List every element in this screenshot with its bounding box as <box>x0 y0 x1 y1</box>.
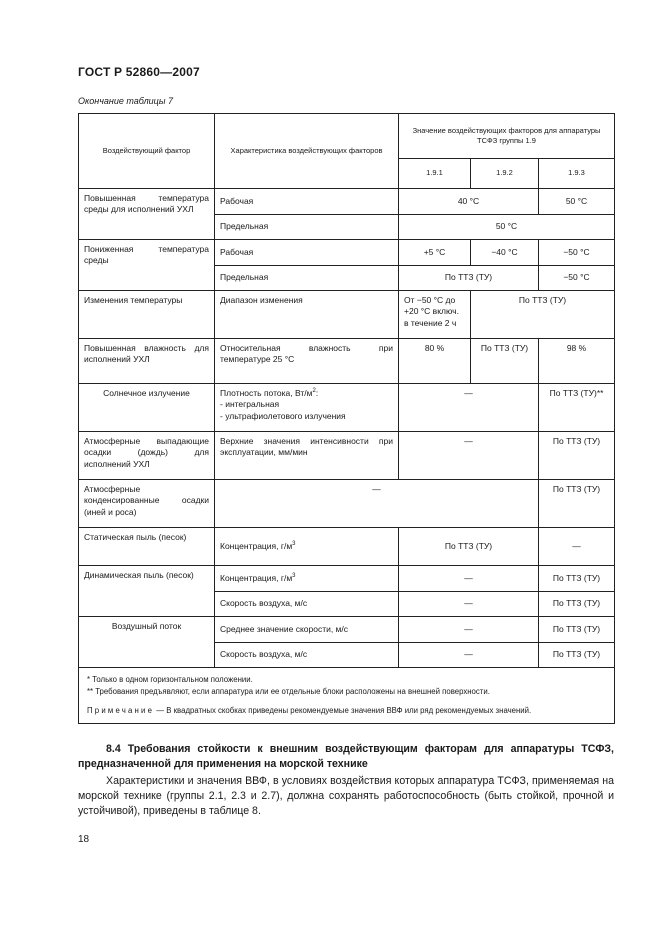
value-cell: 50 °C <box>399 215 615 240</box>
factor-cell: Повышенная температура среды для исполнений УХЛ <box>79 189 215 240</box>
header-values-group: Значение воздействующих факторов для аппаратуры ТСФЗ группы 1.9 <box>399 114 615 159</box>
value-cell: По ТТЗ (ТУ) <box>539 432 615 480</box>
factor-cell: Пониженная температура среды <box>79 240 215 291</box>
table-row <box>79 339 615 384</box>
char-cell: Скорость воздуха, м/с <box>215 643 399 668</box>
char-cell: Предельная <box>215 266 399 291</box>
value-cell: По ТТЗ (ТУ) <box>539 617 615 643</box>
factor-cell: Воздушный поток <box>79 617 215 668</box>
value-cell: 98 % <box>539 339 615 384</box>
factor-cell: Динамическая пыль (песок) <box>79 566 215 617</box>
table-row <box>79 240 615 266</box>
note-label: Примечание <box>87 706 155 716</box>
table-row <box>79 384 615 432</box>
section-8-4 <box>78 742 614 820</box>
value-cell: — <box>539 528 615 566</box>
char-cell: Относительная влажность при температуре 25 °C <box>215 339 399 384</box>
char-cell: Верхние значения интенсивности при эксплуатации, мм/мин <box>215 432 399 480</box>
char-cell: Рабочая <box>215 240 399 266</box>
char-cell <box>215 384 399 432</box>
value-cell: По ТТЗ (ТУ) <box>539 643 615 668</box>
char-text: Концентрация, г/м <box>220 540 293 551</box>
unit-exponent: 3 <box>292 572 296 579</box>
char-cell: Скорость воздуха, м/с <box>215 592 399 617</box>
value-cell: — <box>215 480 539 528</box>
value-cell: — <box>399 432 539 480</box>
table-row <box>79 480 615 528</box>
value-cell: По ТТЗ (ТУ) <box>471 339 539 384</box>
char-cell <box>215 528 399 566</box>
section-heading: 8.4 Требования стойкости к внешним воздействующим факторам для аппаратуры ТСФЗ, предназначенной для применения на морской технике <box>78 743 614 771</box>
page-number: 18 <box>78 834 90 845</box>
value-cell: −40 °C <box>471 240 539 266</box>
table-notes <box>79 668 615 724</box>
factor-cell: Повышенная влажность для исполнений УХЛ <box>79 339 215 384</box>
table-7-continuation <box>78 113 615 724</box>
char-cell: Рабочая <box>215 189 399 215</box>
value-cell: По ТТЗ (ТУ) <box>539 480 615 528</box>
value-cell: −50 °C <box>539 266 615 291</box>
section-body: Характеристики и значения ВВФ, в условиях воздействия которых аппаратура ТСФЗ, применяемая на морской технике (группы 2.1, 2.3 и 2.7), должна сохранять работоспособность (быть стойкой, прочной и устойчивой), приведены в таблице 8. <box>78 774 614 818</box>
note-text: — В квадратных скобках приведены рекомендуемые значения ВВФ или ряд рекомендуемых значений. <box>154 706 532 716</box>
value-cell: — <box>399 384 539 432</box>
header-group-1: 1.9.1 <box>399 159 471 189</box>
value-cell: По ТТЗ (ТУ) <box>539 592 615 617</box>
table-row <box>79 566 615 592</box>
table-row <box>79 432 615 480</box>
value-cell: 40 °C <box>399 189 539 215</box>
value-cell: +5 °C <box>399 240 471 266</box>
char-cell: Предельная <box>215 215 399 240</box>
table-row <box>79 528 615 566</box>
value-cell: — <box>399 592 539 617</box>
value-cell: По ТТЗ (ТУ) <box>399 528 539 566</box>
value-cell: 50 °C <box>539 189 615 215</box>
value-cell: По ТТЗ (ТУ) <box>399 266 539 291</box>
value-cell: 80 % <box>399 339 471 384</box>
char-text-tail: : <box>315 388 319 398</box>
factor-cell: Атмосферные конденсированные осадки (иней и роса) <box>79 480 215 528</box>
factor-cell: Изменения температуры <box>79 291 215 339</box>
char-list-item: - ультрафиолетового излучения <box>220 410 346 421</box>
unit-exponent: 2 <box>312 388 316 395</box>
table-row <box>79 291 615 339</box>
value-cell: От −50 °C до +20 °C включ. в течение 2 ч <box>399 291 471 339</box>
header-characteristic: Характеристика воздействующих факторов <box>215 114 399 189</box>
char-cell: Среднее значение скорости, м/с <box>215 617 399 643</box>
header-group-3: 1.9.3 <box>539 159 615 189</box>
char-list-item: - интегральная <box>220 399 280 410</box>
char-cell <box>215 566 399 592</box>
header-group-2: 1.9.2 <box>471 159 539 189</box>
value-cell: −50 °C <box>539 240 615 266</box>
value-cell: По ТТЗ (ТУ)** <box>539 384 615 432</box>
table-header-row <box>79 114 615 159</box>
factor-cell: Статическая пыль (песок) <box>79 528 215 566</box>
value-cell: — <box>399 617 539 643</box>
table-caption: Окончание таблицы 7 <box>78 96 173 106</box>
char-text: Плотность потока, Вт/м <box>220 388 313 398</box>
factor-cell: Солнечное излучение <box>79 384 215 432</box>
value-cell: По ТТЗ (ТУ) <box>471 291 615 339</box>
unit-exponent: 3 <box>292 540 296 547</box>
table-note <box>87 705 606 717</box>
char-cell: Диапазон изменения <box>215 291 399 339</box>
value-cell: — <box>399 566 539 592</box>
factor-cell: Атмосферные выпадающие осадки (дождь) для исполнений УХЛ <box>79 432 215 480</box>
table-row <box>79 189 615 215</box>
value-cell: По ТТЗ (ТУ) <box>539 566 615 592</box>
char-text: Концентрация, г/м <box>220 572 293 583</box>
value-cell: — <box>399 643 539 668</box>
header-factor: Воздействующий фактор <box>79 114 215 189</box>
table-row <box>79 617 615 643</box>
footnote-1: * Только в одном горизонтальном положении. <box>87 675 253 684</box>
document-id: ГОСТ Р 52860—2007 <box>78 65 200 79</box>
table-notes-row <box>79 668 615 724</box>
footnote-2: ** Требования предъявляют, если аппаратура или ее отдельные блоки расположены на внешней поверхности. <box>87 686 490 696</box>
